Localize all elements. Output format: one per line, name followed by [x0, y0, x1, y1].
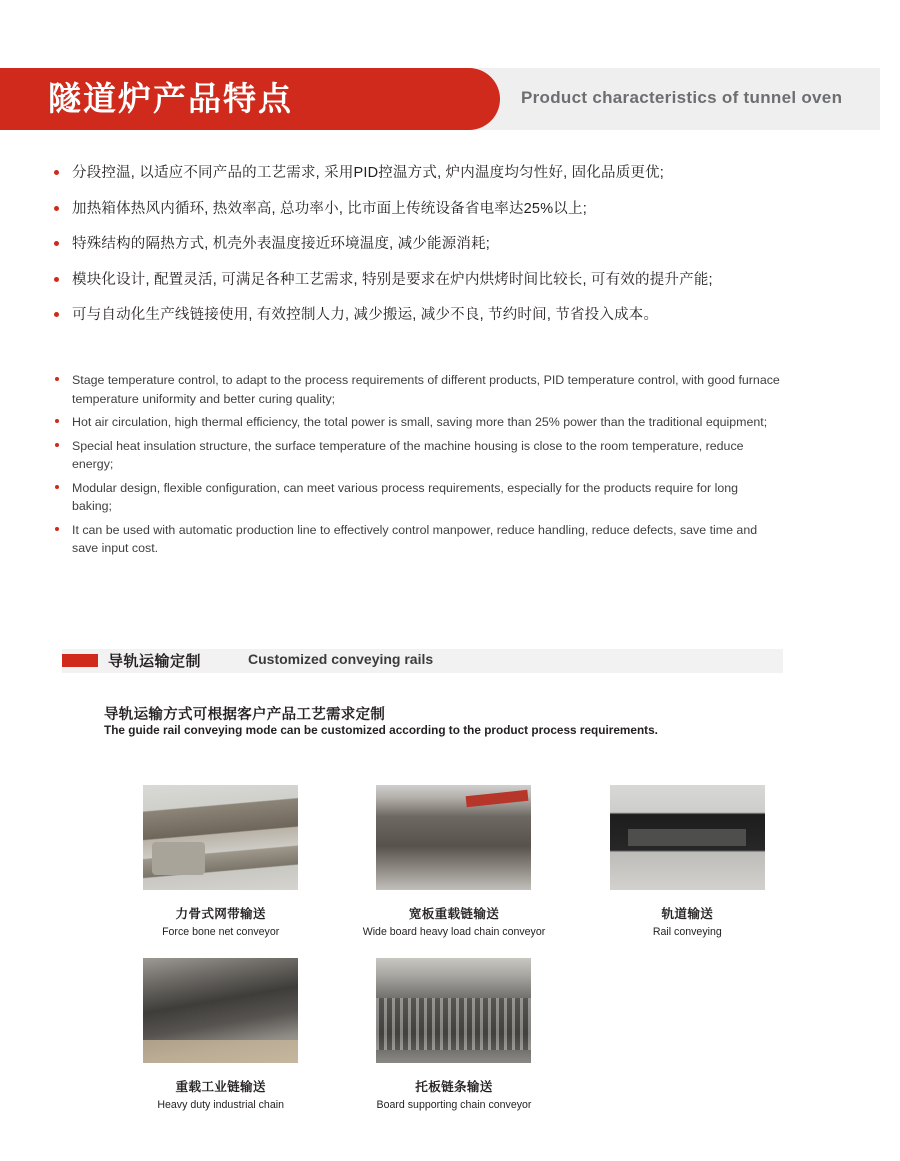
- feature-text-en: Special heat insulation structure, the surface temperature of the machine housing is close to the room temperature, reduce energy;: [72, 438, 744, 471]
- section-marker-icon: [62, 654, 98, 667]
- list-item: [50, 413, 780, 432]
- gallery-item: [337, 958, 570, 1111]
- feature-text-cn: 模块化设计, 配置灵活, 可满足各种工艺需求, 特别是要求在炉内烘烤时间比较长, 可有效的提升产能;: [72, 271, 713, 288]
- features-list-cn: [50, 163, 850, 341]
- bullet-dot-icon: [55, 443, 59, 447]
- feature-text-cn: 加热箱体热风内循环, 热效率高, 总功率小, 比市面上传统设备省电率达25%以上;: [72, 200, 587, 217]
- gallery-row: [104, 785, 804, 938]
- caption-en: Rail conveying: [652, 926, 722, 938]
- bullet-dot-icon: [54, 312, 59, 317]
- bullet-dot-icon: [55, 485, 59, 489]
- section-subtitle-en: The guide rail conveying mode can be customized according to the product process requirements.: [104, 723, 658, 737]
- bullet-dot-icon: [55, 377, 59, 381]
- bullet-dot-icon: [54, 241, 59, 246]
- conveyor-photo-heavy-chain: [143, 958, 298, 1063]
- gallery-item: [571, 785, 804, 938]
- list-item: [50, 371, 780, 408]
- feature-text-cn: 分段控温, 以适应不同产品的工艺需求, 采用PID控温方式, 炉内温度均匀性好, 固化品质更优;: [72, 165, 665, 181]
- gallery-item: [337, 785, 570, 938]
- list-item: [50, 437, 780, 474]
- section-header: [62, 649, 783, 673]
- caption-cn: 力骨式网带输送: [175, 907, 266, 921]
- features-list-en: [50, 371, 780, 563]
- caption-en: Heavy duty industrial chain: [157, 1099, 284, 1111]
- list-item: [50, 163, 850, 183]
- caption-en: Board supporting chain conveyor: [376, 1099, 532, 1111]
- page-header-banner: [0, 68, 880, 130]
- feature-text-en: Modular design, flexible configuration, can meet various process requirements, especially for the products require for long baking;: [72, 480, 738, 513]
- list-item: [50, 234, 850, 254]
- bullet-dot-icon: [55, 419, 59, 423]
- conveyor-photo-board-chain: [376, 958, 531, 1063]
- caption-cn: 重载工业链输送: [175, 1080, 266, 1094]
- list-item: [50, 305, 850, 325]
- section-subtitle-cn: 导轨运输方式可根据客户产品工艺需求定制: [104, 707, 386, 723]
- gallery-item: [104, 958, 337, 1111]
- bullet-dot-icon: [54, 170, 59, 175]
- gallery-item-empty: [571, 958, 804, 1111]
- list-item: [50, 199, 850, 219]
- feature-text-en: It can be used with automatic production line to effectively control manpower, reduce handling, reduce defects, save time and save input cost.: [72, 522, 758, 555]
- conveyor-photo-rail: [610, 785, 765, 890]
- page-title-cn: 隧道炉产品特点: [48, 80, 293, 117]
- list-item: [50, 479, 780, 516]
- page-title-en: Product characteristics of tunnel oven: [521, 88, 843, 107]
- list-item: [50, 270, 850, 290]
- bullet-dot-icon: [54, 277, 59, 282]
- gallery-item: [104, 785, 337, 938]
- conveyor-photo-wide-chain: [376, 785, 531, 890]
- section-title-cn: 导轨运输定制: [108, 653, 202, 670]
- caption-cn: 轨道输送: [661, 907, 714, 921]
- caption-cn: 宽板重载链输送: [408, 907, 500, 921]
- conveyor-gallery: [104, 785, 804, 1131]
- feature-text-cn: 特殊结构的隔热方式, 机壳外表温度接近环境温度, 减少能源消耗;: [72, 236, 491, 252]
- caption-cn: 托板链条输送: [415, 1080, 493, 1094]
- bullet-dot-icon: [55, 527, 59, 531]
- feature-text-en: Stage temperature control, to adapt to the process requirements of different products, PID temperature control, with good furnace temperature uniformity and better curing quality;: [72, 373, 780, 406]
- feature-text-cn: 可与自动化生产线链接使用, 有效控制人力, 减少搬运, 减少不良, 节约时间, 节省投入成本。: [72, 307, 659, 323]
- bullet-dot-icon: [54, 206, 59, 211]
- conveyor-photo-net-belt: [143, 785, 298, 890]
- caption-en: Wide board heavy load chain conveyor: [362, 926, 546, 938]
- section-title-en: Customized conveying rails: [248, 651, 434, 667]
- gallery-row: [104, 958, 804, 1111]
- list-item: [50, 521, 780, 558]
- caption-en: Force bone net conveyor: [162, 926, 280, 938]
- feature-text-en: Hot air circulation, high thermal efficiency, the total power is small, saving more than 25% power than the traditional equipment;: [72, 415, 768, 429]
